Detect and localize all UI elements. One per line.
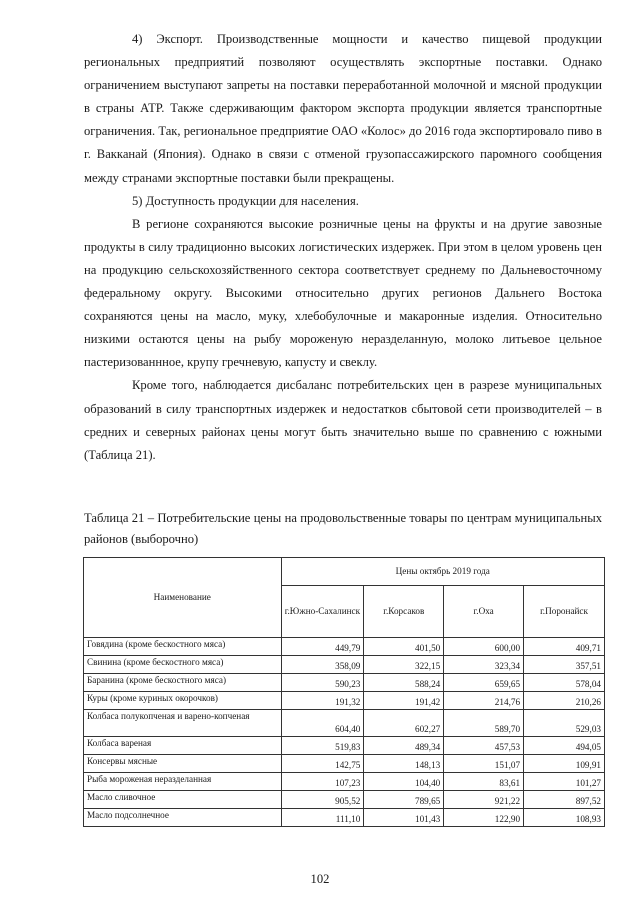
- price-cell: 789,65: [364, 791, 444, 809]
- price-cell: 519,83: [281, 737, 364, 755]
- product-name-cell: Консервы мясные: [84, 755, 282, 773]
- table-row: [84, 692, 605, 710]
- paragraph-availability-heading: 5) Доступность продукции для населения.: [132, 193, 359, 208]
- price-cell: 905,52: [281, 791, 364, 809]
- price-cell: 921,22: [444, 791, 524, 809]
- price-cell: 83,61: [444, 773, 524, 791]
- price-cell: 214,76: [444, 692, 524, 710]
- table-row: [84, 755, 605, 773]
- product-name-cell: Колбаса вареная: [84, 737, 282, 755]
- price-cell: 101,43: [364, 809, 444, 827]
- price-cell: 457,53: [444, 737, 524, 755]
- product-name-cell: Свинина (кроме бескостного мяса): [84, 656, 282, 674]
- table-row: [84, 809, 605, 827]
- price-cell: 323,34: [444, 656, 524, 674]
- price-cell: 659,65: [444, 674, 524, 692]
- price-cell: 489,34: [364, 737, 444, 755]
- column-header: г.Оха: [444, 586, 524, 638]
- price-cell: 494,05: [524, 737, 605, 755]
- column-header: г.Южно-Сахалинск: [281, 586, 364, 638]
- price-cell: 109,91: [524, 755, 605, 773]
- price-cell: 602,27: [364, 710, 444, 737]
- price-cell: 151,07: [444, 755, 524, 773]
- price-cell: 104,40: [364, 773, 444, 791]
- product-name-cell: Баранина (кроме бескостного мяса): [84, 674, 282, 692]
- price-cell: 589,70: [444, 710, 524, 737]
- price-cell: 588,24: [364, 674, 444, 692]
- price-group-header: Цены октябрь 2019 года: [281, 558, 605, 586]
- price-cell: 148,13: [364, 755, 444, 773]
- table-row: [84, 638, 605, 656]
- price-cell: 449,79: [281, 638, 364, 656]
- column-header: г.Корсаков: [364, 586, 444, 638]
- table-row: [84, 791, 605, 809]
- table-row: [84, 674, 605, 692]
- table-row: [84, 710, 605, 737]
- product-name-cell: Масло сливочное: [84, 791, 282, 809]
- price-cell: 111,10: [281, 809, 364, 827]
- table-body: [84, 638, 605, 827]
- price-cell: 604,40: [281, 710, 364, 737]
- price-cell: 578,04: [524, 674, 605, 692]
- price-cell: 600,00: [444, 638, 524, 656]
- price-cell: 409,71: [524, 638, 605, 656]
- price-cell: 122,90: [444, 809, 524, 827]
- paragraph-export: 4) Экспорт. Производственные мощности и качество пищевой продукции региональных предприятий позволяют осуществлять экспортные поставки. Однако ограничением выступают запреты на поставки переработанной молочной и мясной продукции в страны АТР. Также сдерживающим фактором экспорта продукции является транспортные ограничения. Так, региональное предприятие ОАО «Колос» до 2016 года экспортировало пиво в г. Вакканай (Япония). Однако в связи с отменой грузопассажирского паромного сообщения между странами экспортные поставки были прекращены.: [84, 32, 602, 185]
- price-cell: 322,15: [364, 656, 444, 674]
- price-cell: 358,09: [281, 656, 364, 674]
- price-cell: 107,23: [281, 773, 364, 791]
- table-row: [84, 737, 605, 755]
- price-cell: 529,03: [524, 710, 605, 737]
- paragraph-retail-prices: В регионе сохраняются высокие розничные цены на фрукты и на другие завозные продукты в силу традиционно высоких логистических издержек. При этом в целом уровень цен на продукцию сельскохозяйственного сектора соответствует среднему по Дальневосточному федеральному округу. Высокими относительно других регионов Дальнего Востока сохраняются цены на масло, муку, хлебобулочные и макаронные изделия. Относительно низкими остаются цены на рыбу мороженую неразделанную, молоко литьевое цельное пастеризованнное, крупу гречневую, капусту и свеклу.: [84, 216, 602, 370]
- price-cell: 142,75: [281, 755, 364, 773]
- price-cell: 101,27: [524, 773, 605, 791]
- table-row: [84, 773, 605, 791]
- price-cell: 401,50: [364, 638, 444, 656]
- product-name-cell: Колбаса полукопченая и варено-копченая: [84, 710, 282, 737]
- product-name-cell: Масло подсолнечное: [84, 809, 282, 827]
- price-cell: 357,51: [524, 656, 605, 674]
- paragraph-price-imbalance: Кроме того, наблюдается дисбаланс потребительских цен в разрезе муниципальных образований в силу транспортных издержек и недостатков сбытовой сети производителей – в средних и северных районах цены могут быть значительно выше по сравнению с южными (Таблица 21).: [84, 378, 602, 462]
- table-caption: Таблица 21 – Потребительские цены на продовольственные товары по центрам муниципальных районов (выборочно): [84, 511, 602, 546]
- price-cell: 590,23: [281, 674, 364, 692]
- column-header: г.Поронайск: [524, 586, 605, 638]
- page-number: 102: [310, 872, 330, 886]
- table-row: [84, 656, 605, 674]
- product-name-cell: Говядина (кроме бескостного мяса): [84, 638, 282, 656]
- price-cell: 191,32: [281, 692, 364, 710]
- price-cell: 897,52: [524, 791, 605, 809]
- price-cell: 108,93: [524, 809, 605, 827]
- price-table: [83, 557, 605, 827]
- product-name-cell: Рыба мороженая неразделанная: [84, 773, 282, 791]
- price-cell: 210,26: [524, 692, 605, 710]
- product-name-cell: Куры (кроме куриных окорочков): [84, 692, 282, 710]
- body-text: [84, 28, 602, 467]
- name-column-header: Наименование: [84, 558, 282, 638]
- price-cell: 191,42: [364, 692, 444, 710]
